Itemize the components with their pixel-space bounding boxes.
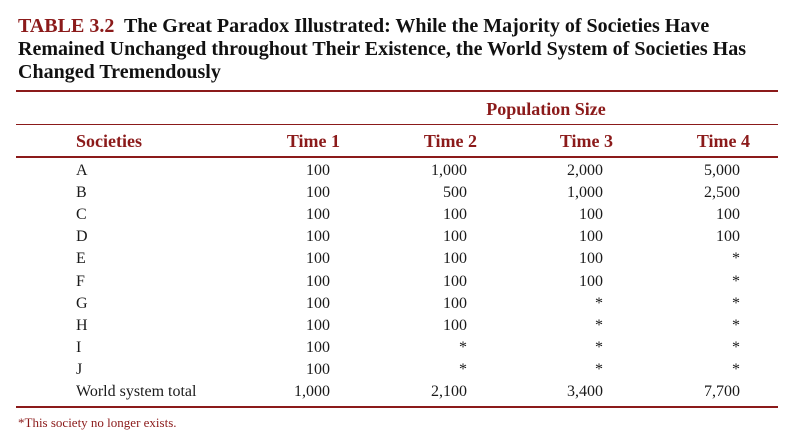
row-label: J xyxy=(76,360,83,378)
table-title-text: The Great Paradox Illustrated: While the Majority of Societies Have Remained Unchanged throughout Their Existence, the World System of Societies Has Changed Tremendously xyxy=(18,15,746,83)
row-label: G xyxy=(76,294,88,312)
group-header: Population Size xyxy=(486,99,606,119)
row-value-time-2: 500 xyxy=(443,184,467,202)
table-label: TABLE 3.2 xyxy=(18,15,115,37)
row-value-time-4: 100 xyxy=(716,206,740,224)
column-header-societies: Societies xyxy=(76,131,142,151)
header-rule xyxy=(16,156,778,158)
row-value-time-3: 3,400 xyxy=(567,383,603,400)
row-label: C xyxy=(76,206,87,224)
row-value-time-3: * xyxy=(595,294,603,312)
row-value-time-3: 100 xyxy=(579,206,603,224)
row-value-time-4: * xyxy=(732,316,740,334)
column-header-time-2: Time 2 xyxy=(423,131,477,151)
row-value-time-1: 100 xyxy=(306,338,330,356)
row-value-time-3: 1,000 xyxy=(567,184,603,202)
group-rule xyxy=(16,124,778,125)
row-value-time-3: 100 xyxy=(579,250,603,268)
row-value-time-4: 7,700 xyxy=(704,383,740,400)
row-label: F xyxy=(76,272,85,290)
row-value-time-3: 100 xyxy=(579,228,603,246)
row-value-time-4: 5,000 xyxy=(704,162,740,179)
row-value-time-2: * xyxy=(459,338,467,356)
row-label: B xyxy=(76,184,87,202)
row-value-time-3: 100 xyxy=(579,272,603,290)
row-value-time-1: 100 xyxy=(306,272,330,290)
row-value-time-3: * xyxy=(595,360,603,378)
row-value-time-4: * xyxy=(732,360,740,378)
row-value-time-1: 100 xyxy=(306,316,330,334)
row-label: E xyxy=(76,250,86,268)
row-value-time-2: 100 xyxy=(443,316,467,334)
column-header-time-4: Time 4 xyxy=(696,131,750,151)
row-value-time-3: * xyxy=(595,316,603,334)
row-label: D xyxy=(76,228,88,246)
row-value-time-1: 100 xyxy=(306,184,330,202)
row-value-time-1: 1,000 xyxy=(294,383,330,400)
row-value-time-2: 100 xyxy=(443,272,467,290)
row-value-time-3: * xyxy=(595,338,603,356)
row-value-time-1: 100 xyxy=(306,294,330,312)
row-value-time-2: * xyxy=(459,360,467,378)
row-label: World system total xyxy=(76,383,197,400)
row-value-time-4: 100 xyxy=(716,228,740,246)
row-value-time-2: 100 xyxy=(443,250,467,268)
row-value-time-2: 100 xyxy=(443,228,467,246)
row-value-time-2: 2,100 xyxy=(431,383,467,400)
row-value-time-4: * xyxy=(732,272,740,290)
footnote: *This society no longer exists. xyxy=(18,415,177,430)
row-value-time-4: * xyxy=(732,338,740,356)
row-value-time-4: * xyxy=(732,294,740,312)
row-value-time-1: 100 xyxy=(306,250,330,268)
bottom-rule xyxy=(16,406,778,408)
table-title xyxy=(18,15,798,84)
row-value-time-1: 100 xyxy=(306,206,330,224)
row-value-time-1: 100 xyxy=(306,162,330,179)
row-value-time-3: 2,000 xyxy=(567,162,603,179)
row-value-time-4: 2,500 xyxy=(704,184,740,202)
row-value-time-2: 100 xyxy=(443,206,467,224)
column-header-time-1: Time 1 xyxy=(286,131,340,151)
row-value-time-2: 100 xyxy=(443,294,467,312)
row-value-time-1: 100 xyxy=(306,360,330,378)
row-value-time-1: 100 xyxy=(306,228,330,246)
top-rule xyxy=(16,90,778,92)
row-label: H xyxy=(76,316,88,334)
row-value-time-4: * xyxy=(732,250,740,268)
row-label: A xyxy=(76,162,88,179)
row-value-time-2: 1,000 xyxy=(431,162,467,179)
column-header-time-3: Time 3 xyxy=(559,131,613,151)
row-label: I xyxy=(76,338,82,356)
